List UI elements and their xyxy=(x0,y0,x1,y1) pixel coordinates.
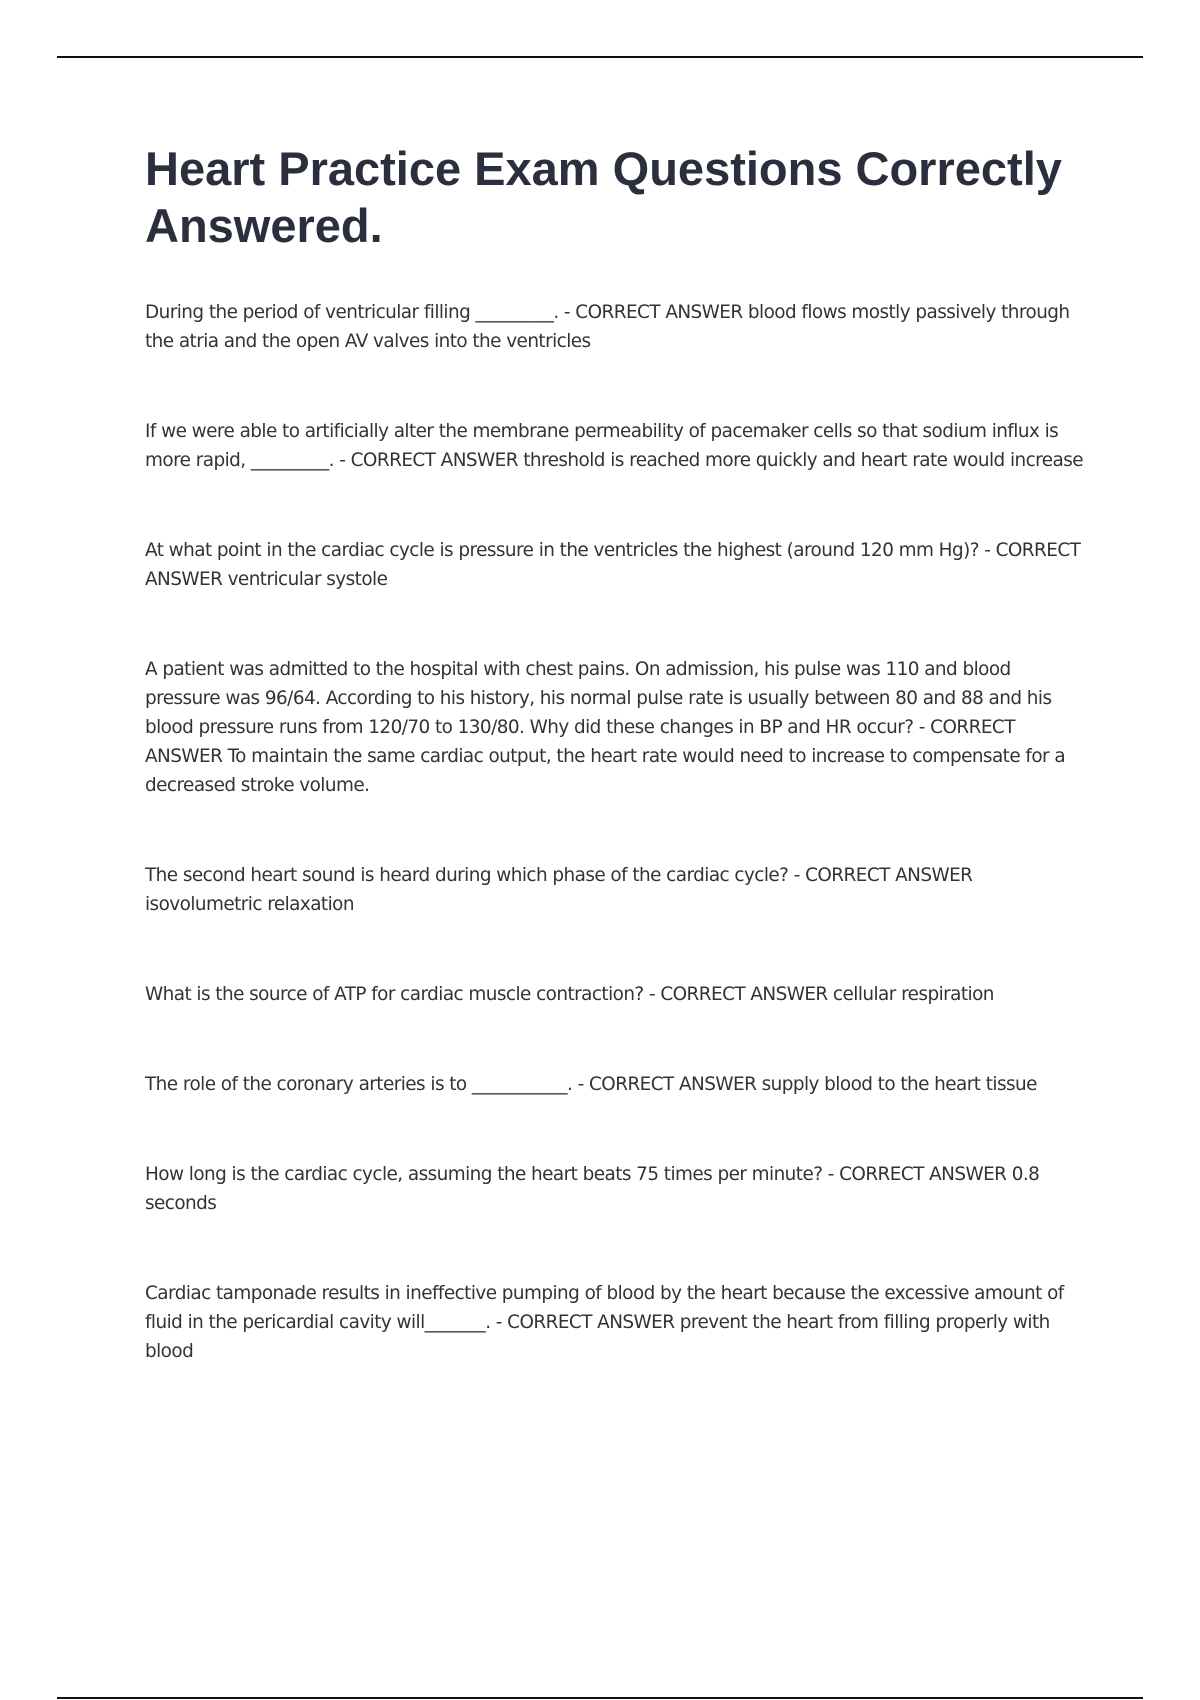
qa-item: During the period of ventricular filling _________. - CORRECT ANSWER blood flows mostly passively through the atria and the open AV valves into the ventricles xyxy=(145,302,1070,352)
document-body xyxy=(145,140,1085,1427)
bottom-rule xyxy=(57,1697,1143,1699)
qa-item: The second heart sound is heard during which phase of the cardiac cycle? - CORRECT ANSWER isovolumetric relaxation xyxy=(145,865,973,915)
qa-item: How long is the cardiac cycle, assuming the heart beats 75 times per minute? - CORRECT ANSWER 0.8 seconds xyxy=(145,1164,1040,1214)
document-title: Heart Practice Exam Questions Correctly Answered. xyxy=(145,142,1062,252)
qa-item: What is the source of ATP for cardiac muscle contraction? - CORRECT ANSWER cellular respiration xyxy=(145,984,994,1005)
qa-item: At what point in the cardiac cycle is pressure in the ventricles the highest (around 120 mm Hg)? - CORRECT ANSWER ventricular systole xyxy=(145,540,1081,590)
qa-item: The role of the coronary arteries is to ___________. - CORRECT ANSWER supply blood to the heart tissue xyxy=(145,1074,1037,1095)
qa-item: If we were able to artificially alter the membrane permeability of pacemaker cells so that sodium influx is more rapid, _________. - CORRECT ANSWER threshold is reached more quickly and heart rate would increase xyxy=(145,421,1084,471)
qa-item: A patient was admitted to the hospital with chest pains. On admission, his pulse was 110 and blood pressure was 96/64. According to his history, his normal pulse rate is usually between 80 and 88 and his blood pressure runs from 120/70 to 130/80. Why did these changes in BP and HR occur? - CORRECT ANSWER To maintain the same cardiac output, the heart rate would need to increase to compensate for a decreased stroke volume. xyxy=(145,659,1066,796)
qa-item: Cardiac tamponade results in ineffective pumping of blood by the heart because the excessive amount of fluid in the pericardial cavity will_______. - CORRECT ANSWER prevent the heart from filling properly with blood xyxy=(145,1283,1064,1362)
top-rule xyxy=(57,56,1143,58)
qa-list xyxy=(145,298,1085,1366)
